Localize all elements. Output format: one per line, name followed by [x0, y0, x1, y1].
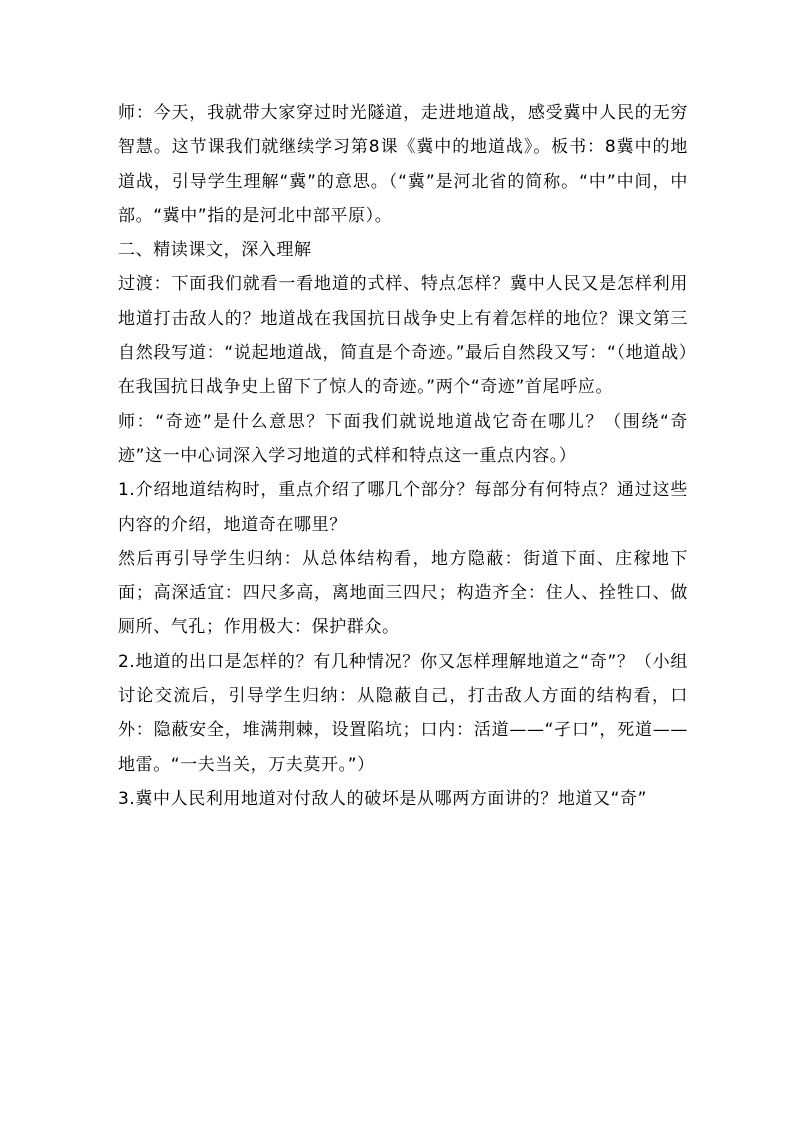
document-page	[118, 96, 688, 816]
paragraph-item-2: 2.地道的出口是怎样的？有几种情况？你又怎样理解地道之“奇”？（小组讨论交流后，引导学生归纳：从隐蔽自己，打击敌人方面的结构看，口外：隐蔽安全，堆满荆棘，设置陷坑；口内：活道——“孑口”，死道——地雷。“一夫当关，万夫莫开。”）	[118, 651, 688, 775]
section-heading: 二、精读课文，深入理解	[118, 240, 312, 261]
paragraph-transition: 过渡：下面我们就看一看地道的式样、特点怎样？冀中人民又是怎样利用地道打击敌人的？地道战在我国抗日战争史上有着怎样的地位？课文第三自然段写道：“说起地道战，简直是个奇迹。”最后自然段又写：“（地道战）在我国抗日战争史上留下了惊人的奇迹。”两个“奇迹”首尾呼应。	[118, 274, 688, 398]
paragraph-item-1: 1.介绍地道结构时，重点介绍了哪几个部分？每部分有何特点？通过这些内容的介绍，地道奇在哪里？	[118, 480, 688, 535]
paragraph-item-3: 3.冀中人民利用地道对付敌人的破坏是从哪两方面讲的？地道又“奇”	[118, 788, 648, 809]
paragraph-intro: 师：今天，我就带大家穿过时光隧道，走进地道战，感受冀中人民的无穷智慧。这节课我们就继续学习第8课《冀中的地道战》。板书：8冀中的地道战，引导学生理解“冀”的意思。（“冀”是河北省的简称。“中”中间，中部。“冀中”指的是河北中部平原）。	[118, 103, 688, 226]
paragraph-summary: 然后再引导学生归纳：从总体结构看，地方隐蔽：街道下面、庄稼地下面；高深适宜：四尺多高，离地面三四尺；构造齐全：住人、拴牲口、做厕所、气孔；作用极大：保护群众。	[118, 548, 688, 638]
paragraph-question: 师：“奇迹”是什么意思？下面我们就说地道战它奇在哪儿？（围绕“奇迹”这一中心词深入学习地道的式样和特点这一重点内容。）	[118, 411, 688, 466]
